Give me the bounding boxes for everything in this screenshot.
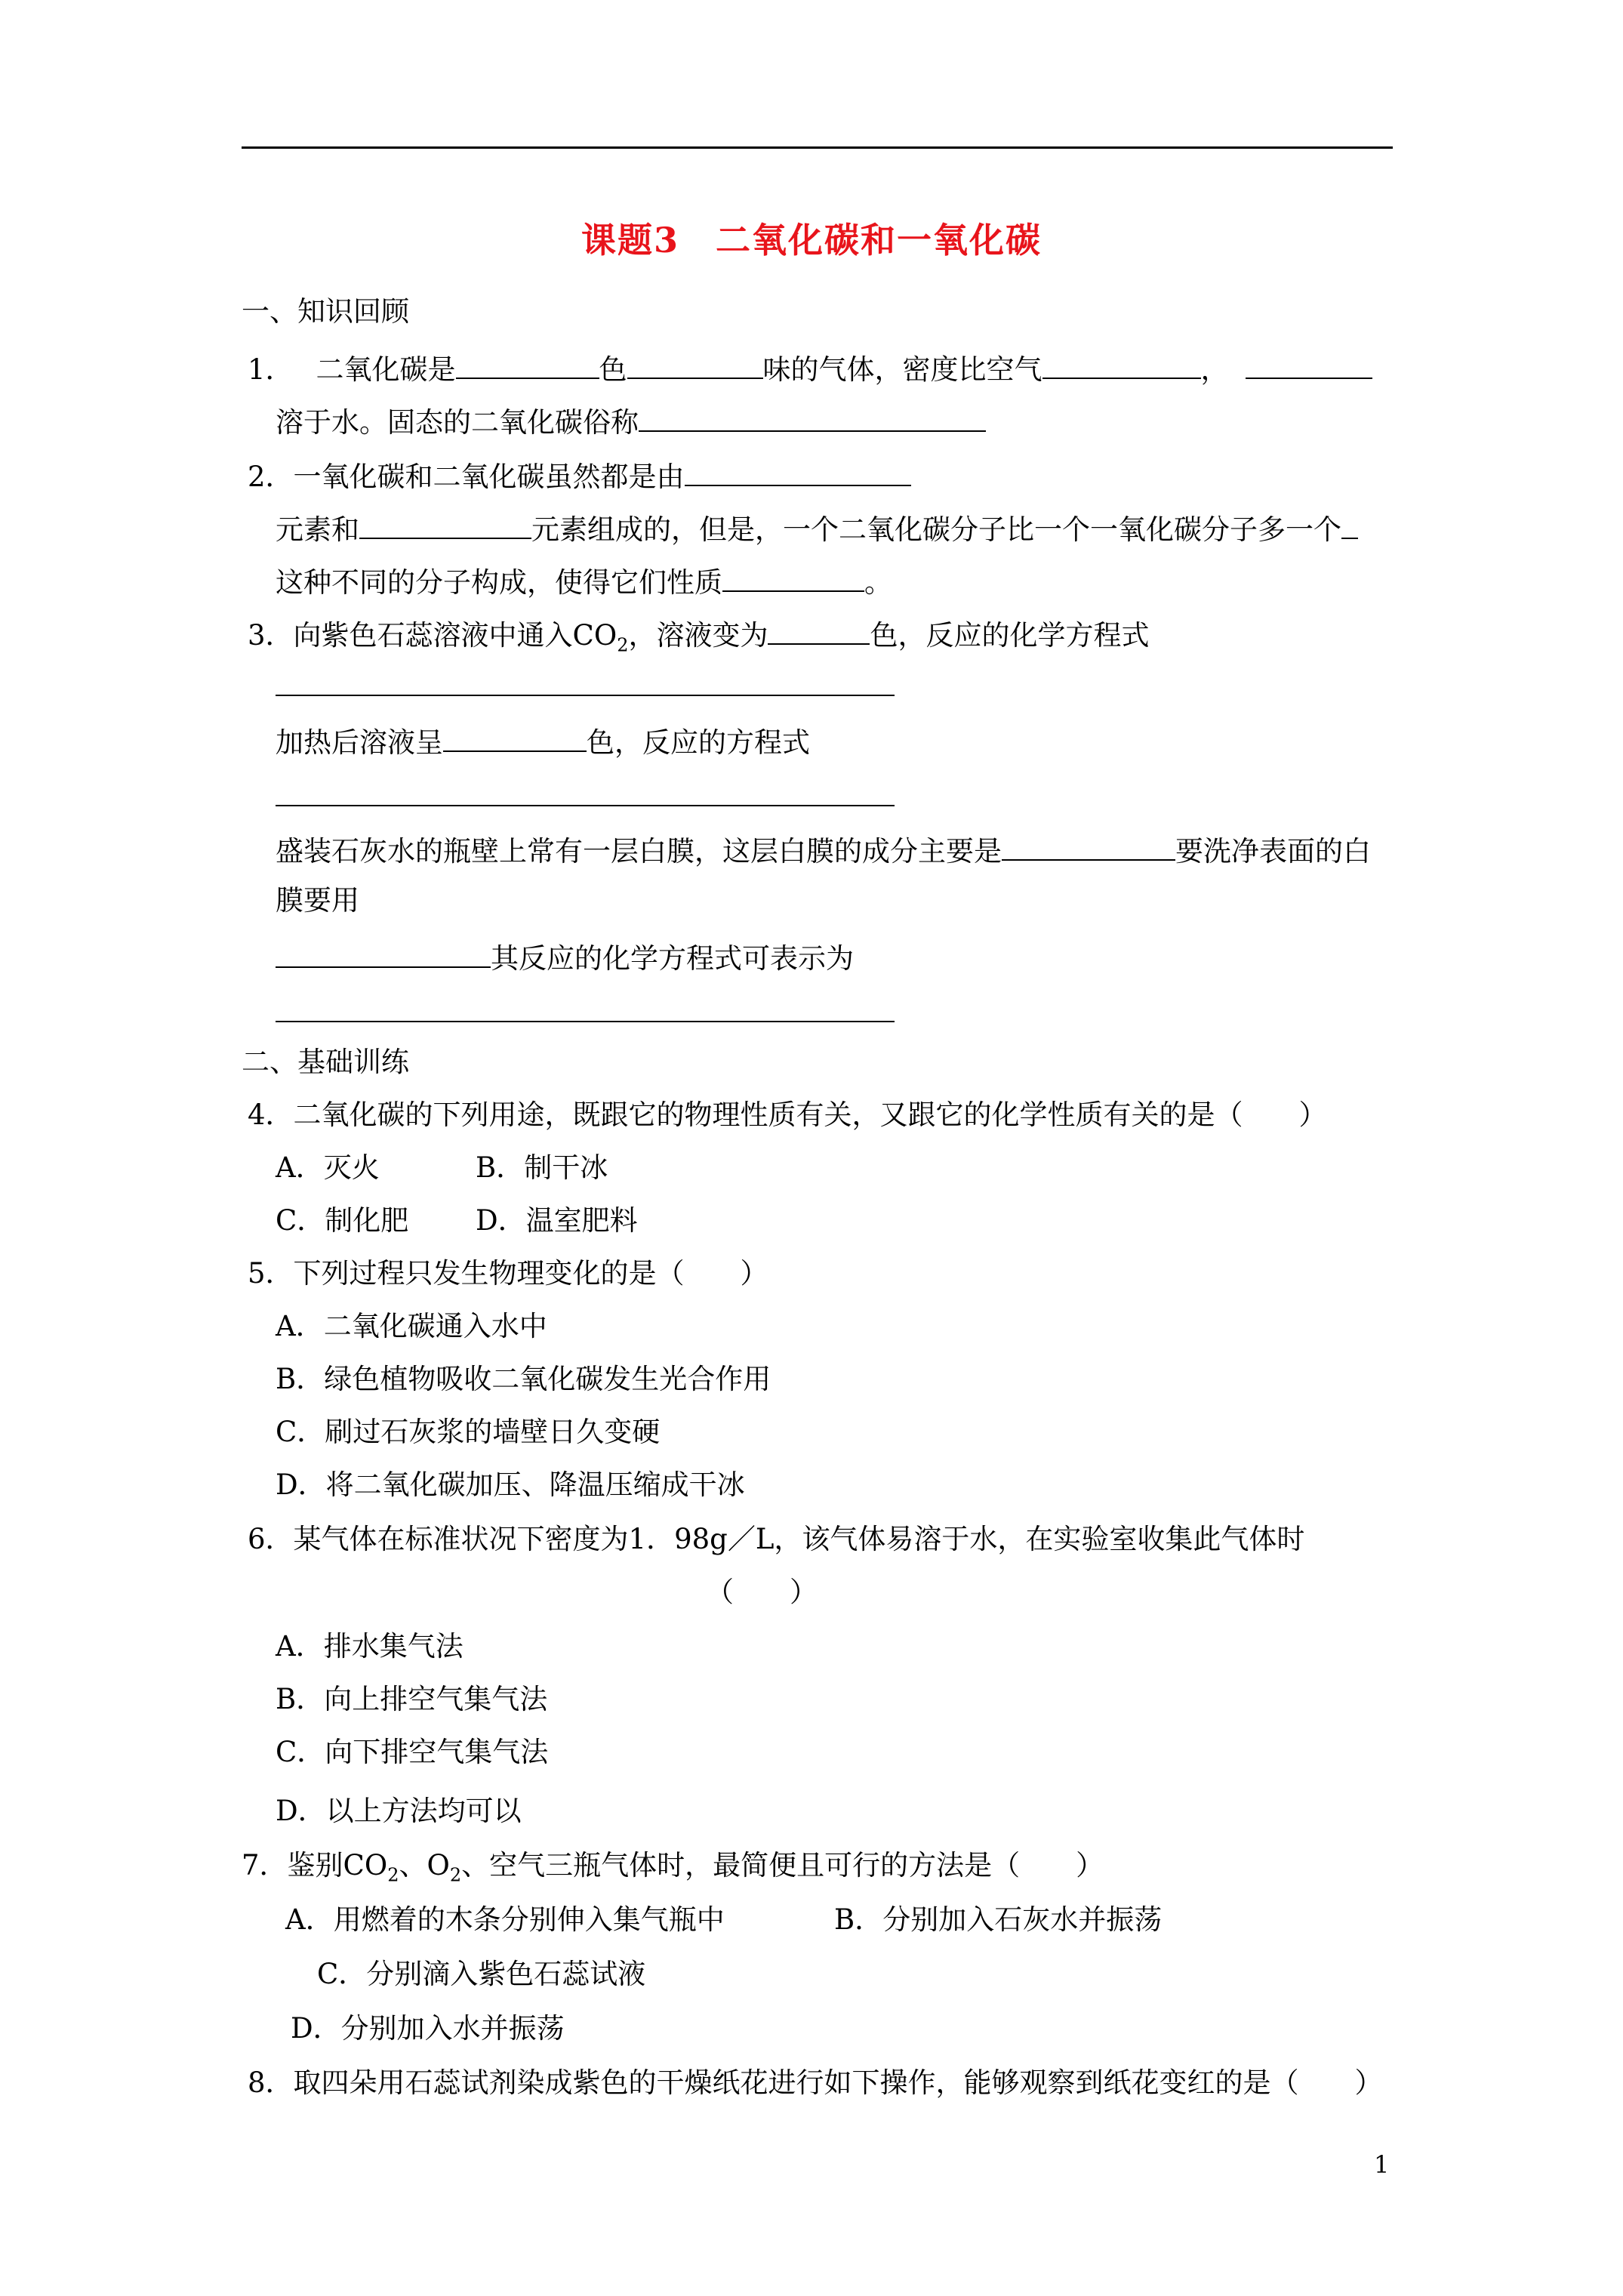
answer-blank[interactable] [276,936,491,968]
option-a[interactable]: A．排水集气法 [276,1630,463,1663]
question-4-options-row-1 [276,1149,608,1187]
question-text: ，溶液变为 [628,619,768,652]
question-text: 要洗净表面的白 [1175,835,1371,868]
option-b[interactable]: B．向上排空气集气法 [276,1683,548,1715]
question-text: 、空气三瓶气体时，最简便且可行的方法是（ ） [461,1849,1104,1881]
section-heading-review: 一、知识回顾 [242,295,409,328]
question-4-options-row-2 [276,1202,638,1240]
question-text: 这种不同的分子构成，使得它们性质 [276,566,722,599]
question-text: 一氧化碳和二氧化碳虽然都是由 [293,461,685,493]
answer-blank[interactable] [1341,507,1358,539]
question-text: 元素和 [276,513,359,546]
option-b[interactable]: B．绿色植物吸收二氧化碳发生光合作用 [276,1363,771,1395]
answer-blank[interactable] [443,720,587,752]
question-6-stem: 6．某气体在标准状况下密度为1．98g／L，该气体易溶于水，在实验室收集此气体时 [248,1523,1305,1555]
question-text: 色，反应的化学方程式 [870,619,1150,652]
answer-blank[interactable] [627,347,763,379]
question-3-line-4: 膜要用 [276,884,359,917]
answer-line[interactable] [276,1021,895,1022]
question-text: 色，反应的方程式 [587,726,810,759]
answer-blank[interactable] [1002,829,1175,861]
question-4-stem: 4．二氧化碳的下列用途，既跟它的物理性质有关，又跟它的化学性质有关的是（ ） [248,1099,1327,1131]
answer-blank[interactable] [359,507,531,539]
question-text: 7．鉴别CO [242,1849,388,1881]
page-title: 课题3 二氧化碳和一氧化碳 [581,220,1042,260]
question-3-line-5 [276,936,854,978]
option-c[interactable]: C．制化肥 [276,1204,409,1237]
question-text: 向紫色石蕊溶液中通入CO [293,619,617,652]
subscript: 2 [617,634,629,656]
question-number: 3． [248,619,294,652]
question-number: 1． [248,353,294,386]
question-2-line-2 [276,507,1358,549]
subscript: 2 [387,1864,399,1886]
answer-line[interactable] [276,695,895,696]
option-a[interactable]: A．用燃着的木条分别伸入集气瓶中 [285,1903,725,1936]
answer-line[interactable] [276,805,895,806]
question-8-stem: 8．取四朵用石蕊试剂染成紫色的干燥纸花进行如下操作，能够观察到纸花变红的是（ ） [248,2066,1383,2099]
question-text: 盛装石灰水的瓶壁上常有一层白膜，这层白膜的成分主要是 [276,835,1002,868]
option-b[interactable]: B．制干冰 [476,1151,608,1184]
option-d[interactable]: D．分别加入水并振荡 [291,2012,565,2045]
subscript: 2 [449,1864,462,1886]
option-d[interactable]: D．温室肥料 [476,1204,638,1237]
question-2-line-3 [276,560,892,602]
question-text: 溶于水。固态的二氧化碳俗称 [276,406,639,439]
option-a[interactable]: A．二氧化碳通入水中 [276,1310,547,1342]
option-a[interactable]: A．灭火 [276,1151,380,1184]
answer-blank[interactable] [768,613,870,645]
question-3-line-2 [276,720,810,762]
question-7-stem [242,1847,1104,1894]
question-text: 其反应的化学方程式可表示为 [491,942,854,975]
answer-blank[interactable] [722,560,864,592]
question-text: 元素组成的，但是，一个二氧化碳分子比一个一氧化碳分子多一个 [531,513,1341,546]
option-d[interactable]: D．以上方法均可以 [276,1795,522,1827]
option-b[interactable]: B．分别加入石灰水并振荡 [834,1903,1163,1936]
answer-blank[interactable] [639,400,986,432]
question-1-line-1 [248,347,1372,389]
question-text: 、O [399,1849,450,1881]
question-3-line-3 [276,829,1371,871]
question-1-line-2 [276,400,986,442]
header-rule [242,146,1393,149]
option-c[interactable]: C．分别滴入紫色石蕊试液 [317,1958,646,1990]
question-text: 色 [599,353,627,386]
question-text: 。 [864,566,892,599]
option-c[interactable]: C．向下排空气集气法 [276,1736,549,1768]
section-heading-practice: 二、基础训练 [242,1046,409,1078]
question-text: ， [1200,353,1229,386]
answer-blank[interactable] [1246,347,1372,379]
question-2-line-1 [248,455,911,496]
option-c[interactable]: C．刷过石灰浆的墙壁日久变硬 [276,1416,661,1448]
option-d[interactable]: D．将二氧化碳加压、降温压缩成干冰 [276,1469,745,1501]
answer-blank[interactable] [685,455,911,486]
page-number: 1 [1374,2150,1390,2179]
question-text: 二氧化碳是 [316,353,456,386]
question-3-line-1 [248,613,1149,664]
question-5-stem: 5．下列过程只发生物理变化的是（ ） [248,1257,768,1290]
answer-blank[interactable] [456,347,599,379]
question-number: 2． [248,461,294,493]
question-text: 味的气体，密度比空气 [762,353,1042,386]
answer-parenthesis[interactable]: （ ） [706,1576,818,1608]
question-text: 加热后溶液呈 [276,726,443,759]
answer-blank[interactable] [1042,347,1201,379]
